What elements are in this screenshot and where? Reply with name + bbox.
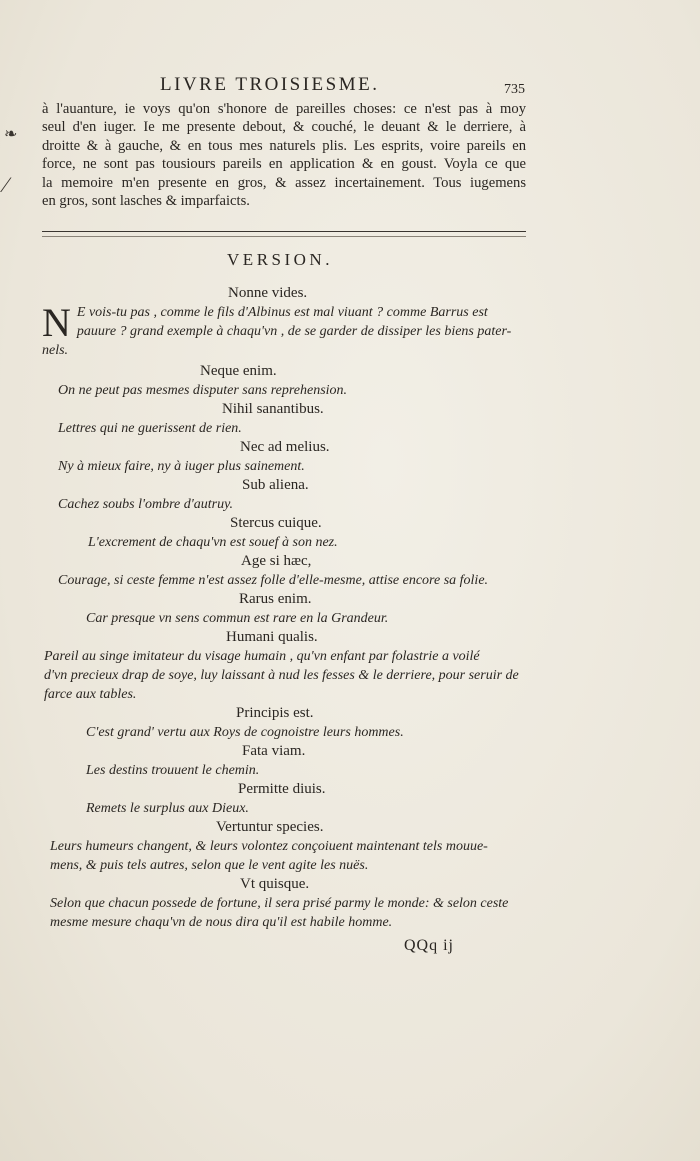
verse-entry: [42, 514, 526, 552]
french-line: pauure ? grand exemple à chaqu'vn , de se garder de dissiper les biens pater-: [76, 324, 512, 339]
french-line: E vois-tu pas , comme le fils d'Albinus est mal viuant ? comme Barrus est: [76, 305, 488, 320]
latin-incipit: Nec ad melius.: [240, 439, 330, 455]
latin-incipit: Permitte diuis.: [238, 781, 326, 797]
divider-rule: [42, 236, 526, 237]
latin-incipit: Rarus enim.: [239, 591, 312, 607]
page-number: 735: [504, 82, 525, 97]
latin-incipit: Fata viam.: [242, 743, 306, 759]
intro-line: force, ne sont pas tousiours pareils en application & en goust. Voyla ce que: [42, 156, 526, 173]
verse-entry: [42, 628, 526, 704]
latin-incipit: Vt quisque.: [240, 876, 310, 892]
first-translation: [42, 300, 526, 360]
verse-entry: [42, 590, 526, 628]
verse-entry: [42, 742, 526, 780]
running-head: [0, 74, 700, 98]
divider-rule: [42, 231, 526, 232]
running-head-title: LIVRE TROISIESME.: [160, 74, 380, 95]
verse-entry: [42, 875, 526, 932]
french-translation: Courage, si ceste femme n'est assez folle d'elle-mesme, attise encore sa folie.: [58, 573, 489, 588]
intro-line: à l'auanture, ie voys qu'on s'honore de pareilles choses: ce n'est pas à moy: [42, 101, 526, 117]
latin-incipit: Nihil sanantibus.: [222, 401, 324, 417]
section-heading: VERSION.: [227, 250, 333, 269]
latin-incipit: Humani qualis.: [226, 629, 318, 645]
intro-paragraph: [42, 100, 526, 210]
version-section: [42, 284, 526, 932]
french-translation: Les destins trouuent le chemin.: [86, 763, 260, 778]
french-translation: Car presque vn sens commun est rare en la Grandeur.: [86, 611, 389, 626]
signature-mark: QQq ij: [404, 937, 454, 954]
french-translation: On ne peut pas mesmes disputer sans reprehension.: [58, 383, 348, 398]
french-line: mesme mesure chaqu'vn de nous dira qu'il est habile homme.: [50, 915, 393, 930]
verse-entry: [42, 818, 526, 875]
intro-line: seul d'en iuger. Ie me presente debout, & couché, le deuant & le derriere, à: [42, 119, 526, 136]
verse-entry: [42, 476, 526, 514]
margin-mark: ❧: [4, 126, 18, 143]
verse-entry: [42, 552, 526, 590]
verse-entry: [42, 438, 526, 476]
latin-incipit: Age si hæc,: [241, 553, 312, 569]
latin-incipit: Neque enim.: [200, 363, 277, 379]
verse-entry: [42, 780, 526, 818]
latin-incipit: Sub aliena.: [242, 477, 309, 493]
french-line: Selon que chacun possede de fortune, il sera prisé parmy le monde: & selon ceste: [50, 896, 509, 911]
latin-incipit: Stercus cuique.: [230, 515, 322, 531]
verse-entry: [42, 362, 526, 400]
intro-line: en gros, sont lasches & imparfaicts.: [42, 193, 250, 210]
french-line: d'vn precieux drap de soye, luy laissant à nud les fesses & le derriere, pour seruir de: [44, 668, 519, 683]
french-line: farce aux tables.: [44, 687, 137, 702]
intro-line: la memoire m'en presente en gros, & assez incertainement. Tous iugemens: [42, 174, 526, 191]
latin-incipit: Nonne vides.: [228, 285, 308, 301]
margin-mark: ⁄: [4, 172, 8, 197]
drop-cap: N: [42, 300, 71, 345]
french-line: Leurs humeurs changent, & leurs volontez conçoiuent maintenant tels mouue-: [50, 839, 488, 854]
french-translation: L'excrement de chaqu'vn est souef à son nez.: [88, 535, 338, 550]
french-translation: Ny à mieux faire, ny à iuger plus sainement.: [58, 459, 305, 474]
french-line: nels.: [42, 343, 69, 358]
french-translation: Remets le surplus aux Dieux.: [86, 801, 249, 816]
french-translation: Lettres qui ne guerissent de rien.: [58, 421, 242, 436]
french-translation: Cachez soubs l'ombre d'autruy.: [58, 497, 234, 512]
latin-incipit: Principis est.: [236, 705, 314, 721]
french-line: mens, & puis tels autres, selon que le vent agite les nuës.: [50, 858, 369, 873]
intro-line: droitte & à gauche, & en tous mes naturels plis. Les esprits, voire pareils en: [42, 137, 526, 154]
verse-entry: [42, 400, 526, 438]
verse-entry: [42, 704, 526, 742]
french-line: Pareil au singe imitateur du visage humain , qu'vn enfant par folastrie a voilé: [44, 649, 480, 664]
latin-incipit: Vertuntur species.: [216, 819, 324, 835]
french-translation: C'est grand' vertu aux Roys de cognoistre leurs hommes.: [86, 725, 404, 740]
